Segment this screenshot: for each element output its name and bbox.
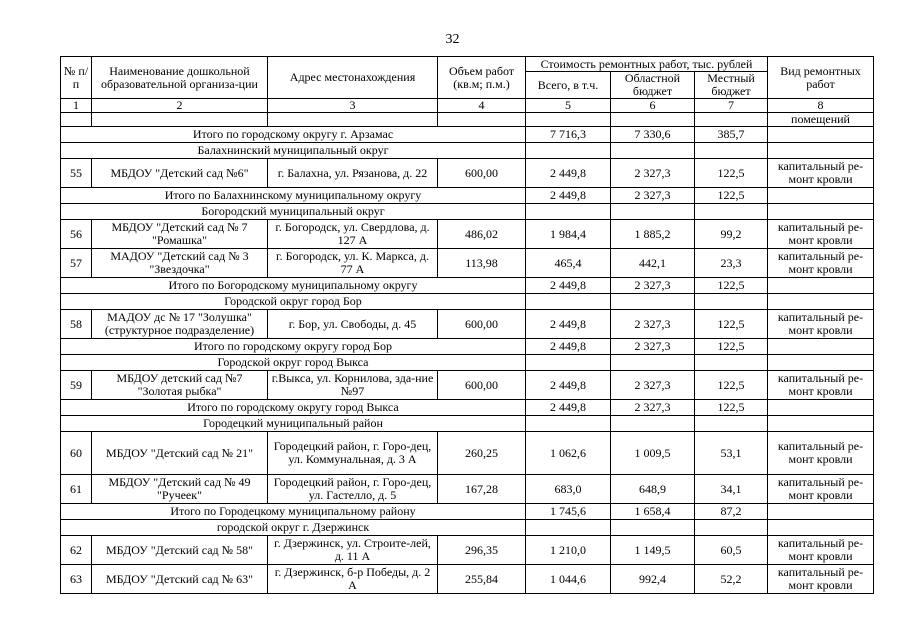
local-cell: 99,2 <box>695 220 768 249</box>
table-row <box>61 371 874 400</box>
total-row <box>61 504 874 520</box>
work-type-cell: капитальный ре-монт кровли <box>768 310 874 339</box>
num-cell: 56 <box>61 220 92 249</box>
name-cell: МБДОУ "Детский сад № 7 "Ромашка" <box>92 220 268 249</box>
volume-cell: 600,00 <box>438 310 526 339</box>
section-label: городской округ г. Дзержинск <box>61 520 526 536</box>
num-cell: 57 <box>61 249 92 278</box>
table-row <box>61 432 874 475</box>
num-cell: 61 <box>61 475 92 504</box>
column-number: 8 <box>768 99 874 113</box>
address-cell: Городецкий район, г. Горо-дец, ул. Гастелло, д. 5 <box>268 475 438 504</box>
total-label: Итого по Богородскому муниципальному округу <box>61 278 526 294</box>
regional-cell: 2 327,3 <box>611 159 695 188</box>
name-cell: МБДОУ "Детский сад № 58" <box>92 536 268 565</box>
header-local: Местный бюджет <box>695 72 768 99</box>
table-row <box>61 475 874 504</box>
address-cell: г. Дзержинск, ул. Строите-лей, д. 11 А <box>268 536 438 565</box>
total-row <box>61 188 874 204</box>
work-type-cell: капитальный ре-монт кровли <box>768 371 874 400</box>
total-cell: 7 716,3 <box>526 127 611 143</box>
name-cell: МАДОУ "Детский сад № 3 "Звездочка" <box>92 249 268 278</box>
table-row <box>61 249 874 278</box>
work-type-cell: капитальный ре-монт кровли <box>768 475 874 504</box>
total-cell: 1 044,6 <box>526 565 611 594</box>
header-cost-group: Стоимость ремонтных работ, тыс. рублей <box>526 57 768 72</box>
header-work-type: Вид ремонтных работ <box>768 57 874 99</box>
work-type-cell: капитальный ре-монт кровли <box>768 249 874 278</box>
total-label: Итого по городскому округу г. Арзамас <box>61 127 526 143</box>
total-row <box>61 127 874 143</box>
regional-cell: 2 327,3 <box>611 278 695 294</box>
column-number: 7 <box>695 99 768 113</box>
section-label: Богородский муниципальный округ <box>61 204 526 220</box>
total-cell: 1 062,6 <box>526 432 611 475</box>
regional-cell: 2 327,3 <box>611 310 695 339</box>
column-number: 3 <box>268 99 438 113</box>
address-cell: г. Богородск, ул. К. Маркса, д. 77 А <box>268 249 438 278</box>
regional-cell: 2 327,3 <box>611 339 695 355</box>
volume-cell: 600,00 <box>438 159 526 188</box>
regional-cell: 2 327,3 <box>611 188 695 204</box>
local-cell: 52,2 <box>695 565 768 594</box>
section-row <box>61 143 874 159</box>
total-cell: 2 449,8 <box>526 278 611 294</box>
column-number: 5 <box>526 99 611 113</box>
total-cell: 2 449,8 <box>526 310 611 339</box>
local-cell: 122,5 <box>695 371 768 400</box>
num-cell: 60 <box>61 432 92 475</box>
total-cell: 2 449,8 <box>526 188 611 204</box>
total-row <box>61 339 874 355</box>
num-cell: 58 <box>61 310 92 339</box>
name-cell: МБДОУ "Детский сад № 63" <box>92 565 268 594</box>
total-label: Итого по Городецкому муниципальному району <box>61 504 526 520</box>
page-number: 32 <box>445 32 460 47</box>
local-cell: 60,5 <box>695 536 768 565</box>
section-row <box>61 416 874 432</box>
table-row <box>61 310 874 339</box>
column-numbers-row <box>61 99 874 113</box>
header-num: № п/п <box>61 57 92 99</box>
table-row <box>61 565 874 594</box>
volume-cell: 296,35 <box>438 536 526 565</box>
work-type-cell: капитальный ре-монт кровли <box>768 536 874 565</box>
local-cell: 385,7 <box>695 127 768 143</box>
num-cell: 59 <box>61 371 92 400</box>
name-cell: МБДОУ детский сад №7 "Золотая рыбка" <box>92 371 268 400</box>
local-cell: 122,5 <box>695 400 768 416</box>
header-name: Наименование дошкольной образовательной организа-ции <box>92 57 268 99</box>
repair-cost-table <box>60 56 874 594</box>
header-total: Всего, в т.ч. <box>526 72 611 99</box>
local-cell: 122,5 <box>695 339 768 355</box>
column-number: 2 <box>92 99 268 113</box>
header-regional: Областной бюджет <box>611 72 695 99</box>
section-row <box>61 520 874 536</box>
name-cell: МБДОУ "Детский сад № 49 "Ручеек" <box>92 475 268 504</box>
address-cell: г. Бор, ул. Свободы, д. 45 <box>268 310 438 339</box>
name-cell: МБДОУ "Детский сад №6" <box>92 159 268 188</box>
regional-cell: 442,1 <box>611 249 695 278</box>
section-label: Городской округ город Бор <box>61 294 526 310</box>
section-label: Балахнинский муниципальный округ <box>61 143 526 159</box>
volume-cell: 113,98 <box>438 249 526 278</box>
num-cell: 62 <box>61 536 92 565</box>
total-cell: 1 984,4 <box>526 220 611 249</box>
volume-cell: 600,00 <box>438 371 526 400</box>
address-cell: г. Балахна, ул. Рязанова, д. 22 <box>268 159 438 188</box>
total-label: Итого по городскому округу город Бор <box>61 339 526 355</box>
total-label: Итого по городскому округу город Выкса <box>61 400 526 416</box>
regional-cell: 2 327,3 <box>611 400 695 416</box>
local-cell: 122,5 <box>695 159 768 188</box>
column-number: 1 <box>61 99 92 113</box>
header-volume: Объем работ (кв.м; п.м.) <box>438 57 526 99</box>
section-row <box>61 355 874 371</box>
address-cell: Городецкий район, г. Горо-дец, ул. Коммунальная, д. 3 А <box>268 432 438 475</box>
total-cell: 2 449,8 <box>526 339 611 355</box>
regional-cell: 1 009,5 <box>611 432 695 475</box>
section-row <box>61 204 874 220</box>
total-label: Итого по Балахнинскому муниципальному округу <box>61 188 526 204</box>
volume-cell: 486,02 <box>438 220 526 249</box>
regional-cell: 1 658,4 <box>611 504 695 520</box>
volume-cell: 167,28 <box>438 475 526 504</box>
regional-cell: 2 327,3 <box>611 371 695 400</box>
section-label: Городской округ город Выкса <box>61 355 526 371</box>
total-cell: 465,4 <box>526 249 611 278</box>
continuation-row <box>61 113 874 127</box>
local-cell: 122,5 <box>695 188 768 204</box>
total-cell: 683,0 <box>526 475 611 504</box>
local-cell: 34,1 <box>695 475 768 504</box>
work-type-cell: капитальный ре-монт кровли <box>768 432 874 475</box>
total-cell: 1 210,0 <box>526 536 611 565</box>
local-cell: 87,2 <box>695 504 768 520</box>
address-cell: г. Богородск, ул. Свердлова, д. 127 А <box>268 220 438 249</box>
total-cell: 2 449,8 <box>526 159 611 188</box>
section-label: Городецкий муниципальный район <box>61 416 526 432</box>
header-address: Адрес местонахождения <box>268 57 438 99</box>
table-row <box>61 220 874 249</box>
table-row <box>61 536 874 565</box>
num-cell: 63 <box>61 565 92 594</box>
work-type-cell: капитальный ре-монт кровли <box>768 565 874 594</box>
volume-cell: 260,25 <box>438 432 526 475</box>
address-cell: г. Дзержинск, б-р Победы, д. 2 А <box>268 565 438 594</box>
num-cell: 55 <box>61 159 92 188</box>
regional-cell: 7 330,6 <box>611 127 695 143</box>
total-cell: 2 449,8 <box>526 371 611 400</box>
table-row <box>61 159 874 188</box>
local-cell: 122,5 <box>695 310 768 339</box>
column-number: 6 <box>611 99 695 113</box>
total-cell: 2 449,8 <box>526 400 611 416</box>
regional-cell: 648,9 <box>611 475 695 504</box>
local-cell: 122,5 <box>695 278 768 294</box>
regional-cell: 1 149,5 <box>611 536 695 565</box>
section-row <box>61 294 874 310</box>
local-cell: 53,1 <box>695 432 768 475</box>
regional-cell: 992,4 <box>611 565 695 594</box>
column-number: 4 <box>438 99 526 113</box>
work-type-cell: капитальный ре-монт кровли <box>768 159 874 188</box>
total-row <box>61 400 874 416</box>
local-cell: 23,3 <box>695 249 768 278</box>
work-type-cell: капитальный ре-монт кровли <box>768 220 874 249</box>
name-cell: МАДОУ дс № 17 "Золушка" (структурное подразделение) <box>92 310 268 339</box>
total-cell: 1 745,6 <box>526 504 611 520</box>
volume-cell: 255,84 <box>438 565 526 594</box>
regional-cell: 1 885,2 <box>611 220 695 249</box>
name-cell: МБДОУ "Детский сад № 21" <box>92 432 268 475</box>
work-type-cell: помещений <box>768 113 874 127</box>
address-cell: г.Выкса, ул. Корнилова, зда-ние №97 <box>268 371 438 400</box>
total-row <box>61 278 874 294</box>
